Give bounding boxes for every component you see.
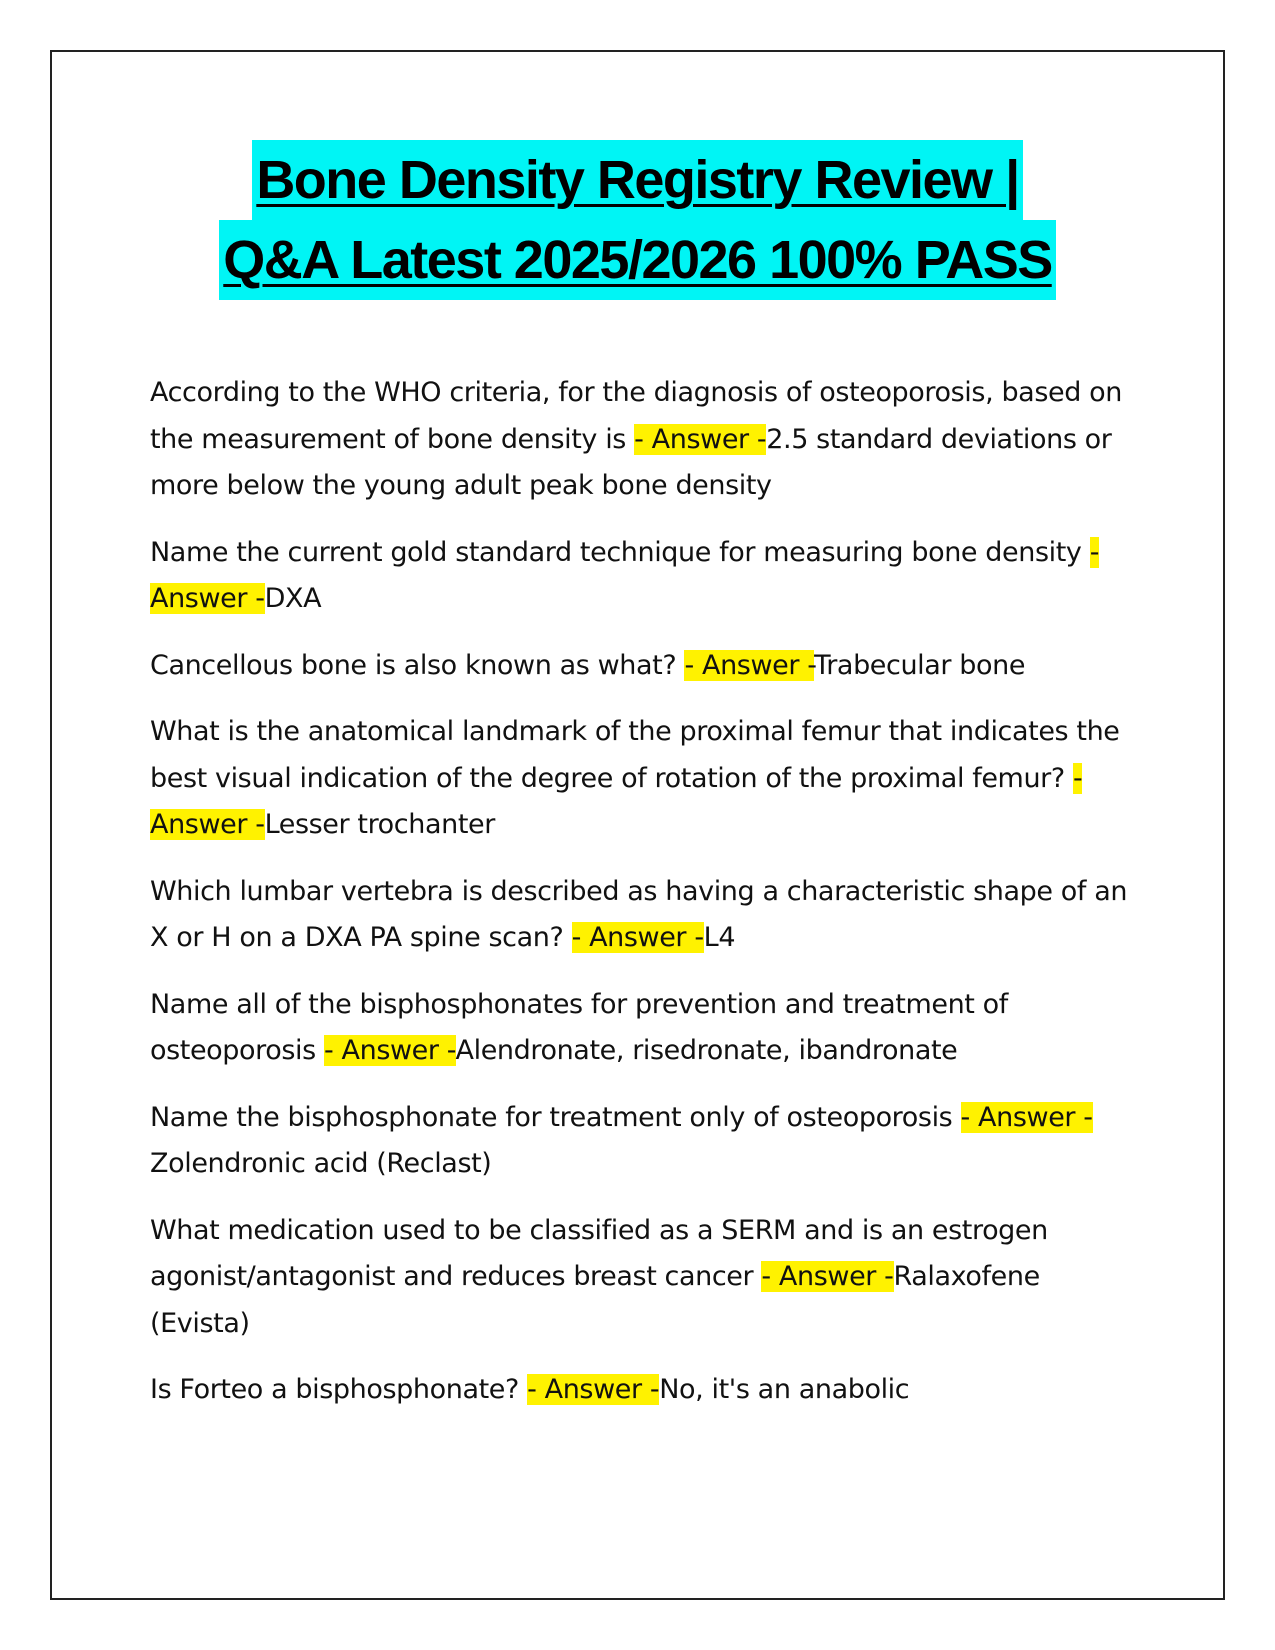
answer-text: 2.5 standard deviations or more below the young adult peak bone density xyxy=(150,423,1112,501)
qa-item xyxy=(150,643,1140,690)
question-text: What medication used to be classified as a SERM and is an estrogen agonist/antagonist and reduces breast cancer xyxy=(150,1214,1048,1292)
question-text: Name all of the bisphosphonates for prevention and treatment of osteoporosis xyxy=(150,988,1008,1066)
qa-item xyxy=(150,1095,1140,1188)
qa-list xyxy=(150,370,1140,1434)
question-text: What is the anatomical landmark of the proximal femur that indicates the best visual indication of the degree of rotation of the proximal femur? xyxy=(150,716,1120,794)
answer-marker: - Answer - xyxy=(150,762,1083,840)
qa-item xyxy=(150,982,1140,1075)
answer-marker: - Answer - xyxy=(761,1261,894,1292)
question-text: Which lumbar vertebra is described as having a characteristic shape of an X or H on a DXA PA spine scan? xyxy=(150,875,1128,953)
answer-text: Trabecular bone xyxy=(814,649,1026,681)
answer-text: Alendronate, risedronate, ibandronate xyxy=(455,1035,958,1066)
answer-marker: - Answer - xyxy=(684,649,815,681)
question-text: Name the bisphosphonate for treatment only of osteoporosis xyxy=(150,1101,961,1133)
question-text: Cancellous bone is also known as what? xyxy=(150,649,685,681)
answer-text: Zolendronic acid (Reclast) xyxy=(150,1148,492,1179)
qa-item xyxy=(150,1367,1140,1414)
answer-text: Ralaxofene (Evista) xyxy=(150,1261,1040,1339)
qa-item xyxy=(150,370,1140,510)
answer-text: Lesser trochanter xyxy=(264,809,495,840)
question-text: Name the current gold standard technique for measuring bone density xyxy=(150,536,1090,568)
question-text: According to the WHO criteria, for the diagnosis of osteoporosis, based on the measurement of bone density is xyxy=(150,377,1122,455)
answer-marker: - Answer - xyxy=(634,423,767,455)
answer-marker: - Answer - xyxy=(571,922,704,953)
answer-marker: - Answer - xyxy=(527,1374,660,1405)
answer-marker: - Answer - xyxy=(324,1035,456,1066)
answer-marker: - Answer - xyxy=(960,1101,1093,1133)
title-line-2: Q&A Latest 2025/2026 100% PASS xyxy=(219,220,1055,300)
qa-item xyxy=(150,709,1140,849)
answer-text: L4 xyxy=(703,922,736,953)
qa-item xyxy=(150,530,1140,623)
question-text: Is Forteo a bisphosphonate? xyxy=(150,1374,528,1405)
title-line-1: Bone Density Registry Review | xyxy=(252,140,1022,220)
answer-text: DXA xyxy=(264,583,322,614)
answer-marker: - Answer - xyxy=(150,536,1100,614)
qa-item xyxy=(150,1208,1140,1348)
qa-item xyxy=(150,869,1140,962)
document-title xyxy=(0,140,1275,300)
answer-text: No, it's an anabolic xyxy=(659,1374,910,1405)
